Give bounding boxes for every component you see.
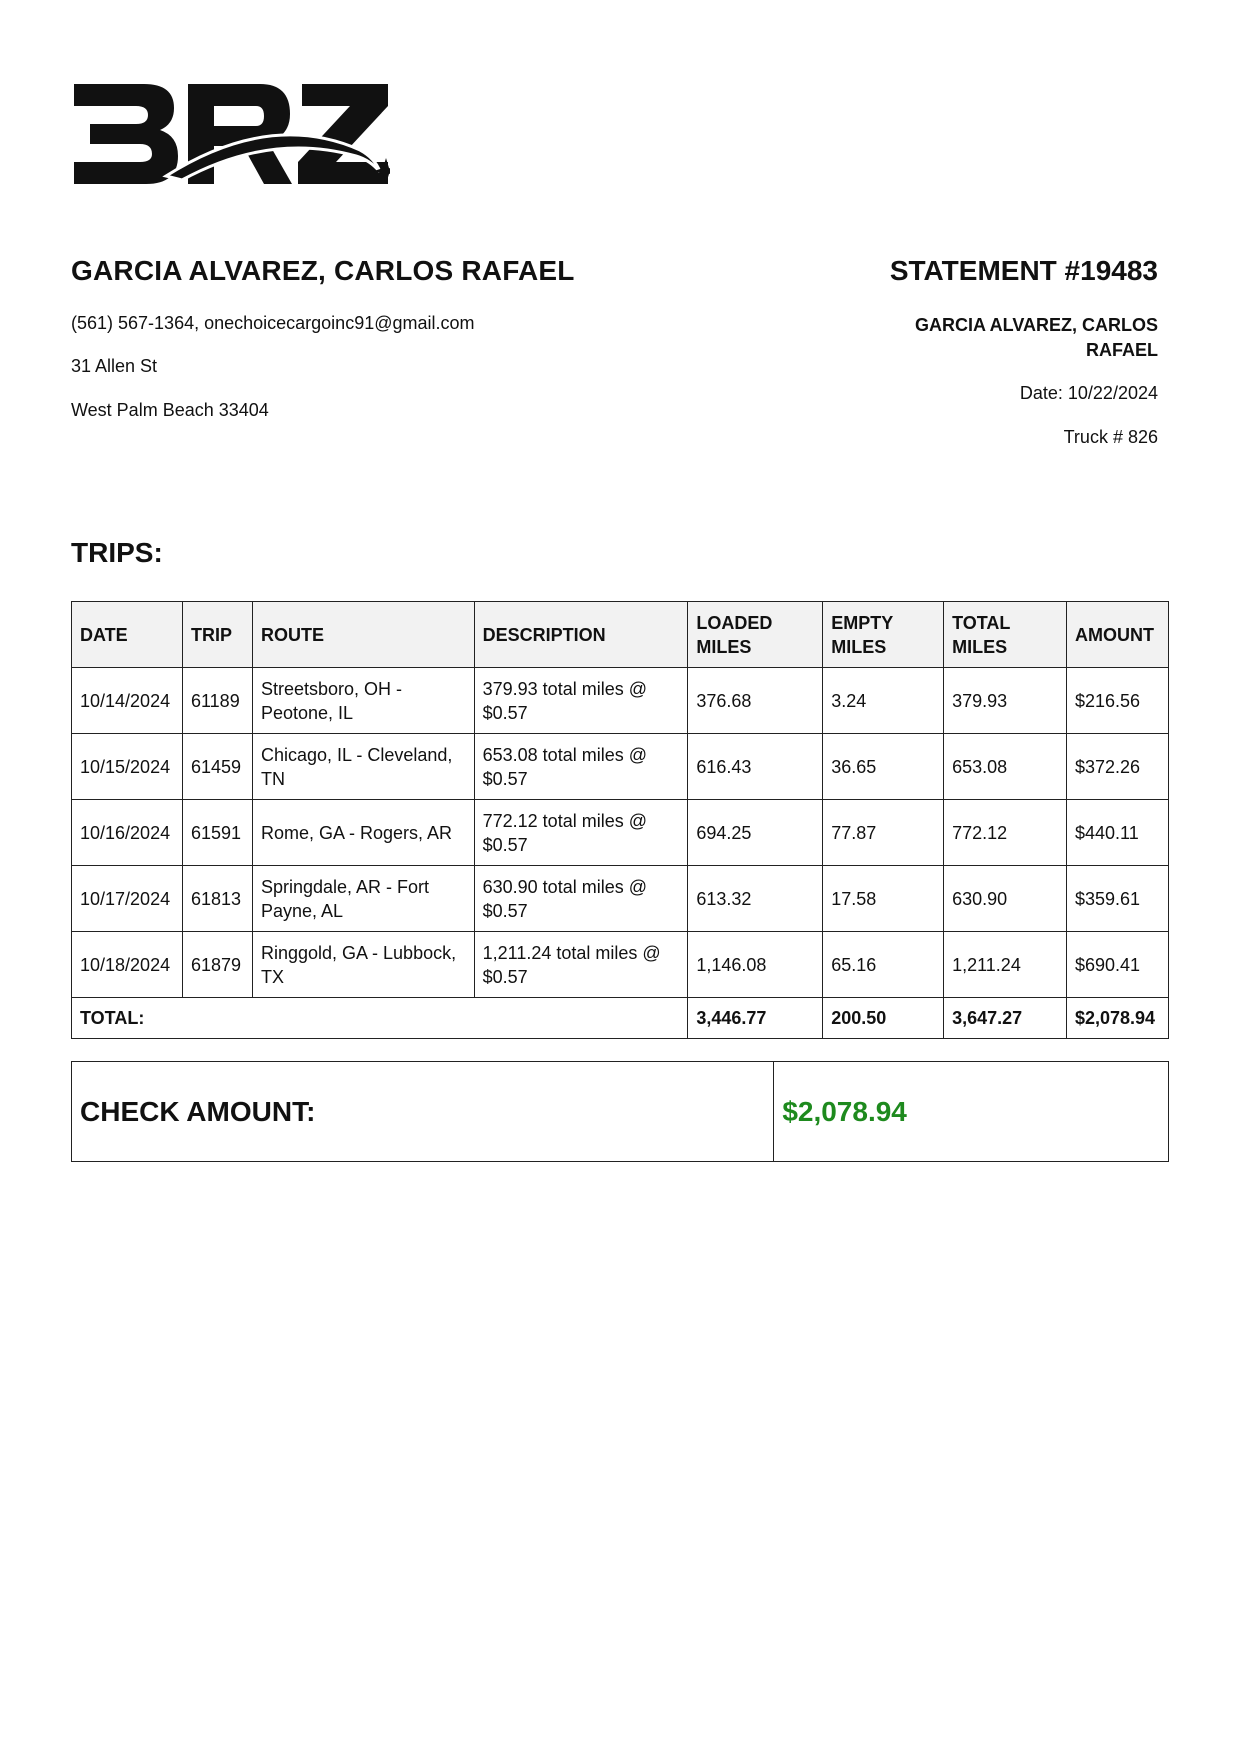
header-description: DESCRIPTION <box>474 602 688 668</box>
table-row <box>72 734 1169 800</box>
cell-loaded-miles: 376.68 <box>688 668 823 734</box>
cell-total-miles: 379.93 <box>944 668 1067 734</box>
table-row <box>72 866 1169 932</box>
header-empty-miles-line2: MILES <box>831 636 887 657</box>
header-empty-miles-line1: EMPTY <box>831 612 894 633</box>
cell-description: 772.12 total miles @ $0.57 <box>474 800 688 866</box>
header-loaded-miles <box>688 602 823 668</box>
cell-total-miles: 630.90 <box>944 866 1067 932</box>
table-row <box>72 932 1169 998</box>
cell-route: Springdale, AR - Fort Payne, AL <box>252 866 474 932</box>
cell-description: 379.93 total miles @ $0.57 <box>474 668 688 734</box>
check-amount-label: CHECK AMOUNT: <box>72 1062 774 1162</box>
driver-name: GARCIA ALVAREZ, CARLOS RAFAEL <box>71 255 575 286</box>
cell-amount: $440.11 <box>1066 800 1168 866</box>
cell-loaded-miles: 694.25 <box>688 800 823 866</box>
header-total-miles-line1: TOTAL <box>952 612 1011 633</box>
total-label: TOTAL: <box>72 998 688 1039</box>
statement-title: STATEMENT #19483 <box>889 255 1158 286</box>
cell-date: 10/17/2024 <box>72 866 183 932</box>
cell-date: 10/18/2024 <box>72 932 183 998</box>
total-loaded-miles: 3,446.77 <box>688 998 823 1039</box>
header-route: ROUTE <box>252 602 474 668</box>
header-loaded-miles-line1: LOADED <box>696 612 773 633</box>
total-empty-miles: 200.50 <box>823 998 944 1039</box>
cell-route: Chicago, IL - Cleveland, TN <box>252 734 474 800</box>
cell-date: 10/16/2024 <box>72 800 183 866</box>
driver-address-line1: 31 Allen St <box>71 356 158 376</box>
statement-truck: Truck # 826 <box>1063 427 1158 447</box>
cell-empty-miles: 77.87 <box>823 800 944 866</box>
driver-address-line2: West Palm Beach 33404 <box>71 400 269 420</box>
company-logo <box>70 80 390 190</box>
cell-description: 653.08 total miles @ $0.57 <box>474 734 688 800</box>
header-loaded-miles-line2: MILES <box>696 636 752 657</box>
cell-empty-miles: 36.65 <box>823 734 944 800</box>
cell-amount: $690.41 <box>1066 932 1168 998</box>
cell-empty-miles: 17.58 <box>823 866 944 932</box>
header-trip: TRIP <box>182 602 252 668</box>
driver-contact: (561) 567-1364, onechoicecargoinc91@gmail.com <box>71 313 475 333</box>
cell-loaded-miles: 616.43 <box>688 734 823 800</box>
cell-trip: 61879 <box>182 932 252 998</box>
cell-total-miles: 772.12 <box>944 800 1067 866</box>
check-amount-box <box>71 1061 1169 1162</box>
cell-date: 10/14/2024 <box>72 668 183 734</box>
trips-heading: TRIPS: <box>71 537 163 568</box>
check-amount-value: $2,078.94 <box>774 1062 1169 1162</box>
trips-table <box>71 601 1169 1039</box>
table-row <box>72 800 1169 866</box>
statement-payee-name-line2: RAFAEL <box>1086 340 1158 360</box>
cell-amount: $372.26 <box>1066 734 1168 800</box>
table-row <box>72 668 1169 734</box>
cell-trip: 61459 <box>182 734 252 800</box>
cell-route: Ringgold, GA - Lubbock, TX <box>252 932 474 998</box>
cell-empty-miles: 65.16 <box>823 932 944 998</box>
statement-payee-name-line1: GARCIA ALVAREZ, CARLOS <box>915 315 1158 335</box>
cell-date: 10/15/2024 <box>72 734 183 800</box>
header-total-miles-line2: MILES <box>952 636 1008 657</box>
cell-amount: $216.56 <box>1066 668 1168 734</box>
cell-total-miles: 653.08 <box>944 734 1067 800</box>
cell-trip: 61591 <box>182 800 252 866</box>
header-empty-miles <box>823 602 944 668</box>
total-amount: $2,078.94 <box>1066 998 1168 1039</box>
header-date: DATE <box>72 602 183 668</box>
cell-description: 1,211.24 total miles @ $0.57 <box>474 932 688 998</box>
cell-route: Rome, GA - Rogers, AR <box>252 800 474 866</box>
statement-payee-name <box>838 313 1158 363</box>
table-header-row <box>72 602 1169 668</box>
cell-total-miles: 1,211.24 <box>944 932 1067 998</box>
cell-description: 630.90 total miles @ $0.57 <box>474 866 688 932</box>
cell-loaded-miles: 613.32 <box>688 866 823 932</box>
header-total-miles <box>944 602 1067 668</box>
cell-loaded-miles: 1,146.08 <box>688 932 823 998</box>
header-amount: AMOUNT <box>1066 602 1168 668</box>
total-total-miles: 3,647.27 <box>944 998 1067 1039</box>
total-row <box>72 998 1169 1039</box>
cell-trip: 61813 <box>182 866 252 932</box>
cell-trip: 61189 <box>182 668 252 734</box>
cell-amount: $359.61 <box>1066 866 1168 932</box>
cell-route: Streetsboro, OH - Peotone, IL <box>252 668 474 734</box>
statement-date: Date: 10/22/2024 <box>1019 383 1158 403</box>
cell-empty-miles: 3.24 <box>823 668 944 734</box>
